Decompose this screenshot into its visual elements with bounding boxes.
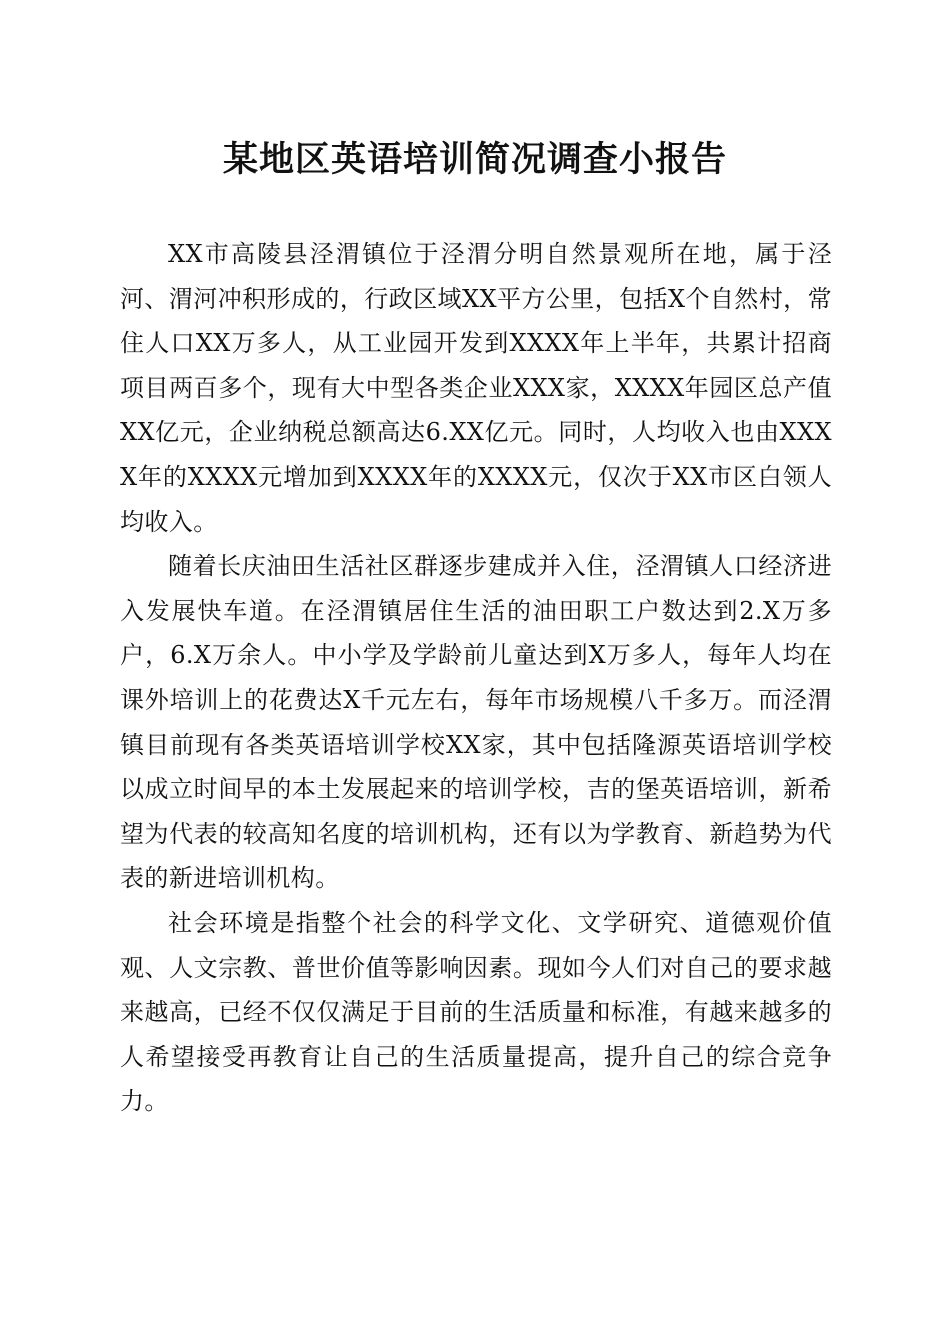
paragraph-2: 随着长庆油田生活社区群逐步建成并入住，泾渭镇人口经济进入发展快车道。在泾渭镇居住生活的油田职工户数达到2.X万多户，6.X万余人。中小学及学龄前儿童达到X万多人，每年人均在课外培训上的花费达X千元左右，每年市场规模八千多万。而泾渭镇目前现有各类英语培训学校XX家，其中包括隆源英语培训学校以成立时间早的本土发展起来的培训学校，吉的堡英语培训，新希望为代表的较高知名度的培训机构，还有以为学教育、新趋势为代表的新进培训机构。: [120, 552, 832, 893]
paragraph-3: 社会环境是指整个社会的科学文化、文学研究、道德观价值观、人文宗教、普世价值等影响因素。现如今人们对自己的要求越来越高，已经不仅仅满足于目前的生活质量和标准，有越来越多的人希望接受再教育让自己的生活质量提高，提升自己的综合竞争力。: [120, 908, 832, 1116]
document-title: 某地区英语培训简况调查小报告: [222, 139, 727, 180]
paragraph-1: XX市高陵县泾渭镇位于泾渭分明自然景观所在地，属于泾河、渭河冲积形成的，行政区域XX平方公里，包括X个自然村，常住人口XX万多人，从工业园开发到XXXX年上半年，共累计招商项目两百多个，现有大中型各类企业XXX家，XXXX年园区总产值XX亿元，企业纳税总额高达6.XX亿元。同时，人均收入也由XXXX年的XXXX元增加到XXXX年的XXXX元，仅次于XX市区白领人均收入。: [120, 240, 832, 536]
document-body: [120, 232, 832, 1124]
